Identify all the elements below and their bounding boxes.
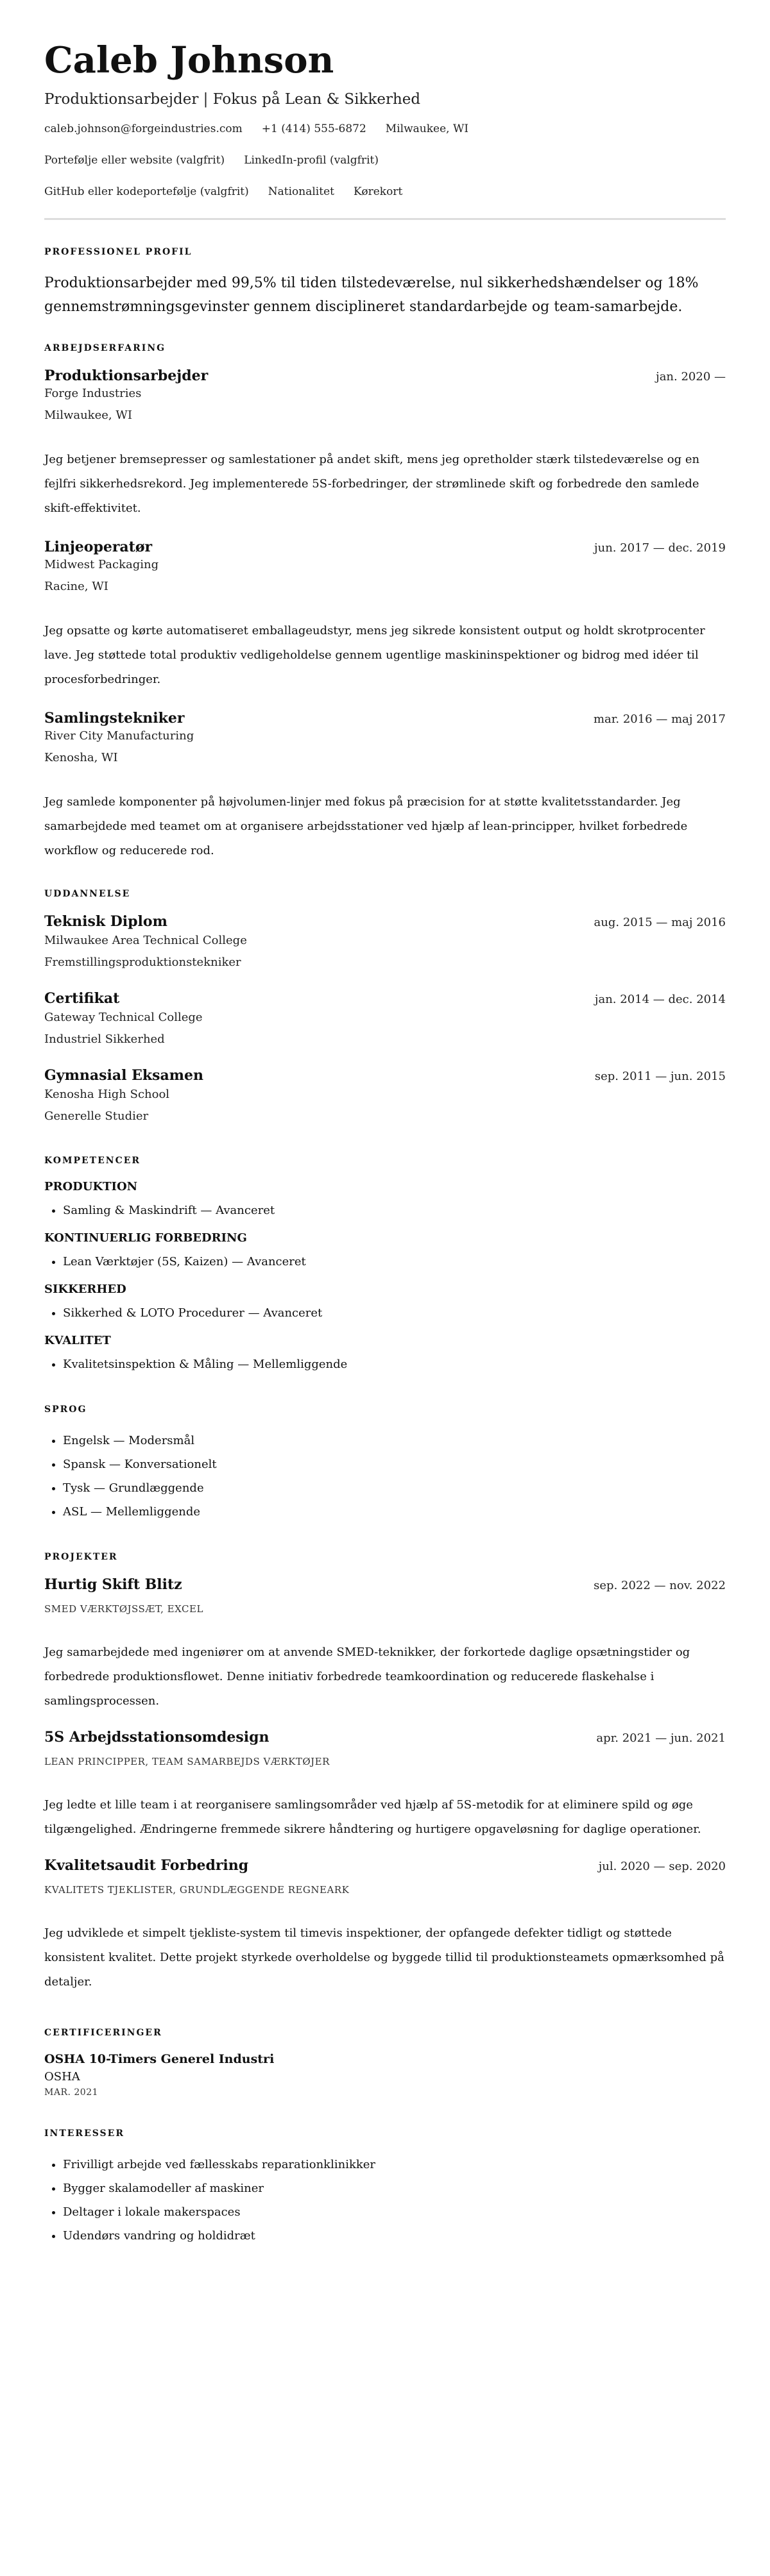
language-item: • Spansk — Konversationelt	[63, 1452, 726, 1476]
project-description: Jeg samarbejdede med ingeniører om at anvende SMED-teknikker, der forkortede daglige opsætningstider og forbedrede produktionsflowet. Denne initiativ forbedrede teamkoordination og reducerede flaskehalse i samlingsprocessen.	[44, 1646, 690, 1708]
date-range: jan. 2014 — dec. 2014	[594, 993, 726, 1006]
job-title: Produktionsarbejder	[44, 367, 209, 384]
job-location: Racine, WI	[44, 580, 108, 593]
entry-header	[44, 1729, 726, 1746]
skill-category-title: PRODUKTION	[44, 1180, 138, 1193]
skill-list	[44, 1301, 726, 1325]
skill-list	[44, 1352, 726, 1376]
date-range: aug. 2015 — maj 2016	[594, 916, 726, 929]
section-title: CERTIFICERINGER	[44, 2028, 162, 2038]
experience-entry	[44, 710, 726, 863]
entry-header	[44, 539, 726, 555]
project-title: Kvalitetsaudit Forbedring	[44, 1857, 249, 1874]
degree-title: Teknisk Diplom	[44, 913, 167, 930]
skill-item: • Sikkerhed & LOTO Procedurer — Avanceret	[63, 1301, 726, 1325]
company-name: Forge Industries	[44, 387, 142, 400]
school-name: Kenosha High School	[44, 1088, 170, 1101]
degree-title: Gymnasial Eksamen	[44, 1067, 204, 1084]
skills-section	[44, 1156, 726, 1376]
resume-header	[44, 36, 726, 199]
experience-entry	[44, 367, 726, 521]
field-of-study: Industriel Sikkerhed	[44, 1032, 165, 1046]
section-title: PROJEKTER	[44, 1552, 118, 1562]
date-range: apr. 2021 — jun. 2021	[596, 1731, 726, 1745]
skill-list	[44, 1250, 726, 1274]
contact-row	[44, 153, 726, 167]
project-entry	[44, 1576, 726, 1713]
entry-header	[44, 1067, 726, 1084]
skill-category-title: SIKKERHED	[44, 1283, 126, 1296]
job-location: Kenosha, WI	[44, 751, 118, 764]
date-range: mar. 2016 — maj 2017	[593, 712, 726, 726]
skill-item: • Lean Værktøjer (5S, Kaizen) — Avanceret	[63, 1250, 726, 1274]
section-title: KOMPETENCER	[44, 1156, 141, 1166]
interest-item: • Deltager i lokale makerspaces	[63, 2200, 726, 2224]
date-range: sep. 2011 — jun. 2015	[594, 1070, 726, 1083]
language-item: • ASL — Mellemliggende	[63, 1500, 726, 1524]
project-title: 5S Arbejdsstationsomdesign	[44, 1729, 270, 1746]
field-of-study: Generelle Studier	[44, 1109, 149, 1123]
project-technologies: SMED VÆRKTØJSSÆT, EXCEL	[44, 1603, 203, 1615]
linkedin-link[interactable]: LinkedIn-profil (valgfrit)	[244, 154, 379, 167]
certifications-section	[44, 2028, 726, 2098]
section-title: SPROG	[44, 1404, 87, 1415]
headline: Produktionsarbejder | Fokus på Lean & Sikkerhed	[44, 91, 421, 108]
certification-title: OSHA 10-Timers Generel Industri	[44, 2052, 275, 2066]
interest-item: • Frivilligt arbejde ved fællesskabs reparationklinikker	[63, 2153, 726, 2176]
school-name: Gateway Technical College	[44, 1011, 203, 1024]
project-entry	[44, 1729, 726, 1842]
languages-list	[44, 1429, 726, 1524]
skill-item: • Samling & Maskindrift — Avanceret	[63, 1199, 726, 1222]
drivers-license: Kørekort	[353, 185, 403, 198]
divider	[44, 218, 726, 220]
entry-header	[44, 1857, 726, 1874]
project-description: Jeg udviklede et simpelt tjekliste-system til timevis inspektioner, der opfangede defekter tidligt og støttede konsistent kvalitet. Dette projekt styrkede overholdelse og byggede tillid til produktionsteamets opmærksomhed på detaljer.	[44, 1926, 724, 1989]
job-description: Jeg opsatte og kørte automatiseret emballageudstyr, mens jeg sikrede konsistent output og holdt skrotprocenter lave. Jeg støttede total produktiv vedligeholdelse gennem ugentlige maskininspektioner og bidrog med idéer til procesforbedringer.	[44, 624, 705, 686]
phone: +1 (414) 555-6872	[261, 122, 366, 135]
date-range: jul. 2020 — sep. 2020	[598, 1860, 726, 1873]
job-description: Jeg betjener bremsepresser og samlestationer på andet skift, mens jeg opretholder stærk tilstedeværelse og en fejlfri sikkerhedsrekord. Jeg implementerede 5S-forbedringer, der strømlinede skift og forbedrede den samlede skift-effektivitet.	[44, 453, 700, 515]
projects-section	[44, 1552, 726, 1994]
field-of-study: Fremstillingsproduktionstekniker	[44, 955, 241, 969]
github-link[interactable]: GitHub eller kodeportefølje (valgfrit)	[44, 185, 249, 198]
section-title: ARBEJDSERFARING	[44, 343, 166, 353]
project-technologies: LEAN PRINCIPPER, TEAM SAMARBEJDS VÆRKTØJER	[44, 1756, 330, 1767]
certification-issuer: OSHA	[44, 2070, 80, 2084]
education-entry	[44, 1067, 726, 1127]
school-name: Milwaukee Area Technical College	[44, 934, 247, 947]
contact-row	[44, 122, 726, 136]
project-technologies: KVALITETS TJEKLISTER, GRUNDLÆGGENDE REGNEARK	[44, 1884, 350, 1896]
skill-item: • Kvalitetsinspektion & Måling — Mellemliggende	[63, 1352, 726, 1376]
interests-section	[44, 2128, 726, 2248]
skill-category-title: KVALITET	[44, 1334, 111, 1347]
language-item: • Engelsk — Modersmål	[63, 1429, 726, 1452]
date-range: sep. 2022 — nov. 2022	[594, 1579, 726, 1592]
interests-list	[44, 2153, 726, 2248]
degree-title: Certifikat	[44, 990, 120, 1007]
languages-section	[44, 1404, 726, 1524]
certification-entry	[44, 2052, 726, 2098]
interest-item: • Bygger skalamodeller af maskiner	[63, 2176, 726, 2200]
entry-header	[44, 367, 726, 384]
location: Milwaukee, WI	[385, 122, 469, 135]
experience-entry	[44, 539, 726, 692]
education-entry	[44, 990, 726, 1050]
date-range: jan. 2020 —	[656, 370, 726, 383]
education-section	[44, 889, 726, 1127]
entry-header	[44, 1576, 726, 1593]
nationality: Nationalitet	[268, 185, 334, 198]
project-description: Jeg ledte et lille team i at reorganisere samlingsområder ved hjælp af 5S-metodik for at eliminere spild og øge tilgængelighed. Ændringerne fremmede sikrere håndtering og hurtigere opgaveløsning for daglige operationer.	[44, 1798, 701, 1836]
certification-date: MAR. 2021	[44, 2087, 99, 2098]
candidate-name: Caleb Johnson	[44, 39, 334, 81]
company-name: River City Manufacturing	[44, 729, 194, 743]
profile-section	[44, 247, 726, 319]
skill-category-title: KONTINUERLIG FORBEDRING	[44, 1231, 247, 1245]
portfolio-link[interactable]: Portefølje eller website (valgfrit)	[44, 154, 225, 167]
language-item: • Tysk — Grundlæggende	[63, 1476, 726, 1500]
date-range: jun. 2017 — dec. 2019	[594, 541, 726, 555]
entry-header	[44, 913, 726, 930]
skill-list	[44, 1199, 726, 1222]
profile-text: Produktionsarbejder med 99,5% til tiden tilstedeværelse, nul sikkerhedshændelser og 18% gennemstrømningsgevinster gennem disciplineret standardarbejde og team-samarbejde.	[44, 275, 699, 315]
interest-item: • Udendørs vandring og holdidræt	[63, 2224, 726, 2248]
project-title: Hurtig Skift Blitz	[44, 1576, 182, 1593]
entry-header	[44, 990, 726, 1007]
job-location: Milwaukee, WI	[44, 408, 132, 422]
email-link[interactable]: caleb.johnson@forgeindustries.com	[44, 122, 243, 135]
project-entry	[44, 1857, 726, 1994]
section-title: INTERESSER	[44, 2128, 124, 2139]
job-title: Linjeoperatør	[44, 539, 153, 555]
experience-section	[44, 343, 726, 863]
education-entry	[44, 913, 726, 973]
section-title: UDDANNELSE	[44, 889, 131, 899]
job-description: Jeg samlede komponenter på højvolumen-linjer med fokus på præcision for at støtte kvalitetsstandarder. Jeg samarbejdede med teamet om at organisere arbejdsstationer ved hjælp af lean-principper, hvilket forbedrede workflow og reducerede rod.	[44, 795, 688, 857]
section-title: PROFESSIONEL PROFIL	[44, 247, 193, 257]
job-title: Samlingstekniker	[44, 710, 185, 727]
contact-row	[44, 185, 726, 199]
entry-header	[44, 710, 726, 727]
company-name: Midwest Packaging	[44, 558, 159, 571]
